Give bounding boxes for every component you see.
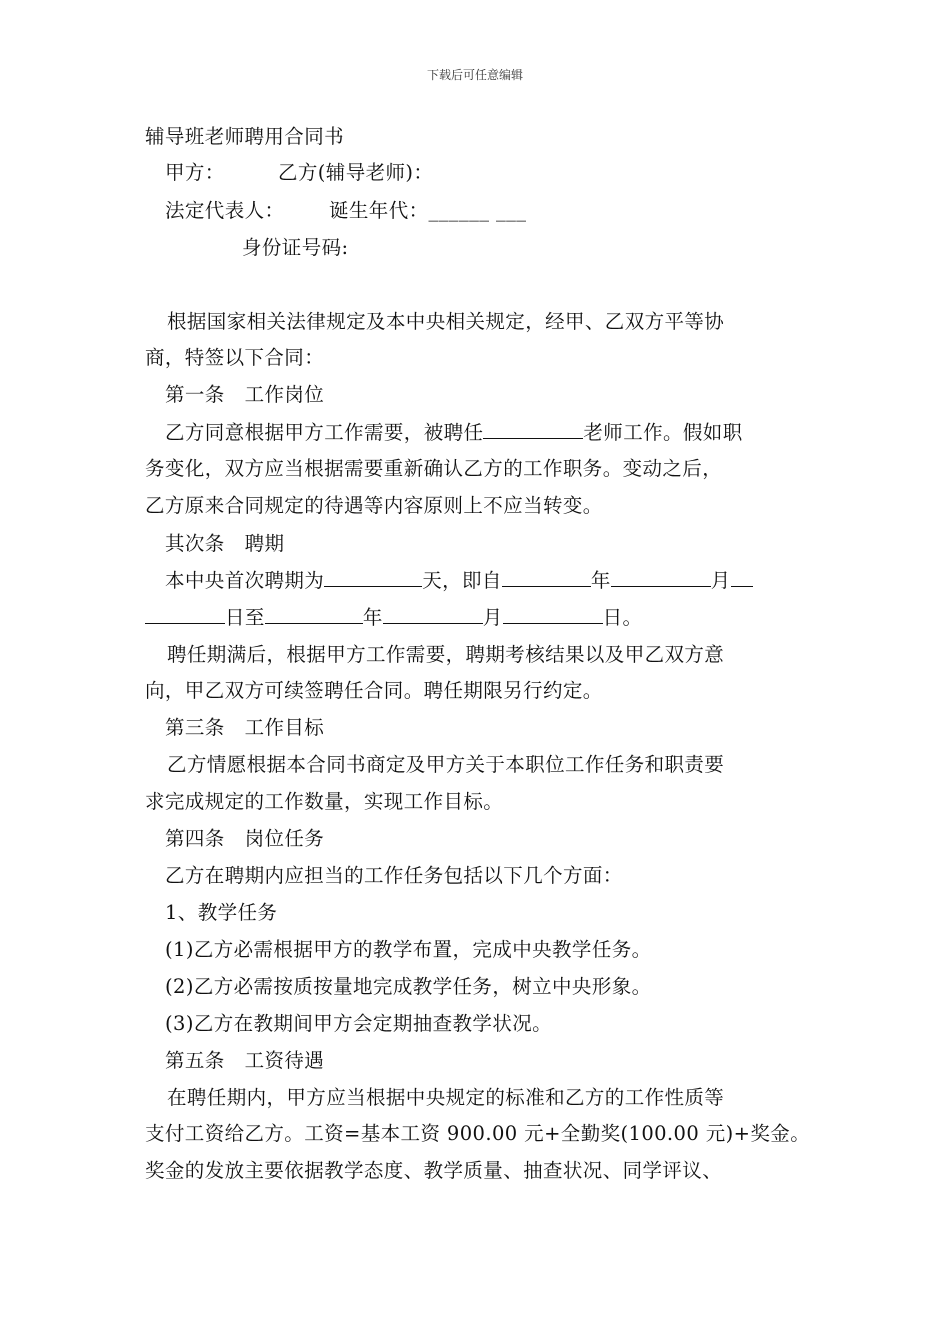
article-2-line-3: 聘任期满后，根据甲方工作需要，聘期考核结果以及甲乙双方意 [167, 643, 725, 666]
article-4-item-3: (3)乙方在教期间甲方会定期抽查教学状况。 [165, 1012, 553, 1035]
article-5-line-2: 支付工资给乙方。工资=基本工资 900.00 元+全勤奖(100.00 元)+奖金。 [145, 1122, 811, 1145]
position-blank [483, 419, 583, 439]
article-2-line-2: 日至 年 月 日。 [145, 604, 642, 631]
article-2-line-4: 向，甲乙双方可续签聘任合同。聘任期限另行约定。 [145, 679, 603, 702]
start-day-blank-b [145, 604, 225, 624]
legal-rep-label: 法定代表人： [165, 199, 285, 222]
article-3-line-2: 求完成规定的工作数量，实现工作目标。 [145, 790, 504, 813]
intro-line-2: 商，特签以下合同： [145, 346, 325, 369]
end-year-blank [265, 604, 363, 624]
article-4-line-2: 1、教学任务 [165, 901, 278, 924]
article-1-line-2: 务变化，双方应当根据需要重新确认乙方的工作职务。变动之后， [145, 457, 723, 480]
article-4-item-2: (2)乙方必需按质按量地完成教学任务，树立中央形象。 [165, 975, 652, 998]
days-blank [324, 567, 422, 587]
article-5-line-3: 奖金的发放主要依据教学态度、教学质量、抽查状况、同学评议、 [145, 1159, 723, 1182]
article-5-line-1: 在聘任期内，甲方应当根据中央规定的标准和乙方的工作性质等 [167, 1086, 725, 1109]
article-3-heading: 第三条 工作目标 [165, 716, 325, 739]
party-b-label: 乙方(辅导老师)： [278, 161, 434, 184]
document-title: 辅导班老师聘用合同书 [145, 125, 345, 148]
article-2-heading: 其次条 聘期 [165, 532, 285, 555]
article-4-heading: 第四条 岗位任务 [165, 827, 325, 850]
article-1-heading: 第一条 工作岗位 [165, 383, 325, 406]
article-5-heading: 第五条 工资待遇 [165, 1049, 325, 1072]
party-a-label: 甲方： [165, 161, 225, 184]
article-3-line-1: 乙方情愿根据本合同书商定及甲方关于本职位工作任务和职责要 [167, 753, 725, 776]
id-number-label: 身份证号码: [242, 236, 349, 259]
start-year-blank [502, 567, 591, 587]
article-4-item-1: (1)乙方必需根据甲方的教学布置，完成中央教学任务。 [165, 938, 652, 961]
article-1-line-3: 乙方原来合同规定的待遇等内容原则上不应当转变。 [145, 494, 603, 517]
start-day-blank-a [731, 567, 753, 587]
article-1-line-1: 乙方同意根据甲方工作需要，被聘任 老师工作。假如职 [165, 421, 743, 444]
birth-label: 诞生年代：______ ___ [329, 199, 527, 222]
intro-line-1: 根据国家相关法律规定及本中央相关规定，经甲、乙双方平等协 [167, 310, 725, 333]
start-month-blank [611, 567, 711, 587]
end-day-blank [503, 604, 603, 624]
article-4-line-1: 乙方在聘期内应担当的工作任务包括以下几个方面： [165, 864, 623, 887]
article-2-line-1: 本中央首次聘期为 天，即自 年 月 [165, 567, 753, 594]
end-month-blank [383, 604, 483, 624]
page-header-note: 下载后可任意编辑 [426, 68, 523, 82]
